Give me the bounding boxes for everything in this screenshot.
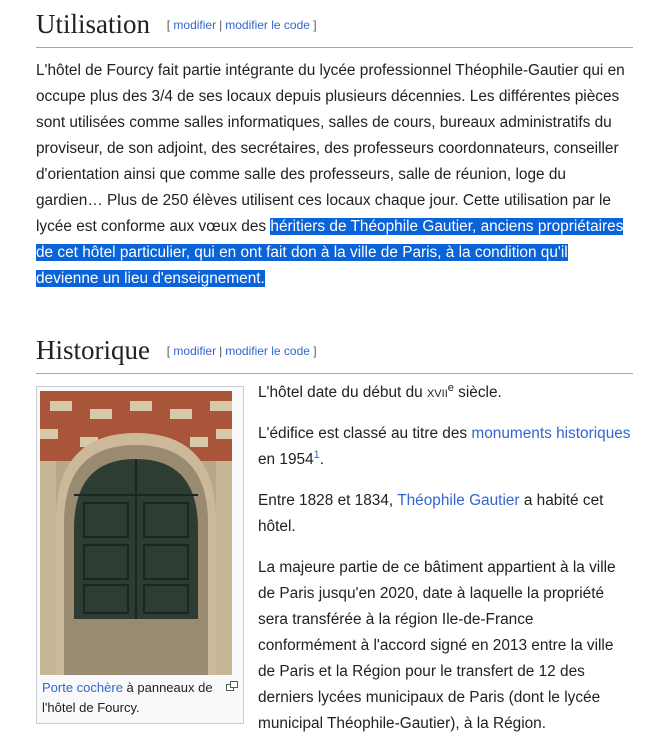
historique-body <box>36 374 633 754</box>
section-title: Historique <box>36 335 150 365</box>
magnify-icon[interactable] <box>226 681 238 691</box>
edit-link[interactable]: modifier <box>173 344 217 358</box>
historique-text <box>258 380 633 752</box>
utilisation-paragraph <box>36 58 633 292</box>
historique-paragraph-2: L'édifice est classé au titre des monuments historiques en 1954$^1$. <box>258 425 631 468</box>
historique-paragraph-4: La majeure partie de ce bâtiment appartient à la ville de Paris jusqu'en 2020, date à laquelle la propriété sera transférée à la région Ile-de-France conformément à l'accord signé en 2013 entre la ville de Paris et la Région pour le transfert de 12 des derniers lycées municipaux de Paris (dont le lycée municipal Théophile-Gautier), à la Région. <box>258 559 616 732</box>
theophile-gautier-link[interactable]: Théophile Gautier <box>397 492 520 509</box>
monuments-historiques-link[interactable]: monuments historiques <box>471 425 631 442</box>
edit-source-link[interactable]: modifier le code <box>225 18 310 32</box>
selected-text: héritiers de Théophile Gautier, anciens propriétaires de cet hôtel particulier, qui en ont fait don à la ville de Paris, à la condition qu'il devienne un lieu d'enseignement. <box>36 218 624 287</box>
edit-section-links: [ modifier | modifier le code ] <box>166 344 317 358</box>
section-title: Utilisation <box>36 9 150 39</box>
historique-paragraph-1: L'hôtel date du début du xvii$^e$ siècle. <box>258 381 502 401</box>
porte-cochere-link[interactable]: Porte cochère <box>42 680 123 695</box>
century-numeral: xvii <box>426 384 448 401</box>
edit-section-links: [ modifier | modifier le code ] <box>166 18 317 32</box>
porte-cochere-image[interactable] <box>40 391 232 675</box>
edit-link[interactable]: modifier <box>173 18 217 32</box>
paragraph-text: L'hôtel de Fourcy fait partie intégrante du lycée professionnel Théophile-Gautier qui en occupe plus des 3/4 de ses locaux depuis plusieurs décennies. Les différentes pièces sont utilisées comme salles informatiques, salles de cours, bureaux administratifs du proviseur, de son adjoint, des secrétaires, des professeurs coordonnateurs, conseiller d'orientation ainsi que comme salle des professeurs, salle de réunion, loge du gardien… Plus de 250 élèves utilisent ces locaux chaque jour. Cette utilisation par le lycée est conforme aux vœux des <box>36 62 625 235</box>
reference-link[interactable]: 1 <box>313 448 320 461</box>
edit-source-link[interactable]: modifier le code <box>225 344 310 358</box>
article-content <box>36 0 633 754</box>
figure-caption <box>40 675 240 720</box>
section-heading-historique <box>36 326 633 374</box>
figure-thumbnail <box>36 386 244 724</box>
caption-text: à panneaux de l'hôtel de Fourcy. <box>42 680 213 715</box>
historique-paragraph-3: Entre 1828 et 1834, Théophile Gautier a habité cet hôtel. <box>258 492 604 535</box>
section-heading-utilisation <box>36 0 633 48</box>
